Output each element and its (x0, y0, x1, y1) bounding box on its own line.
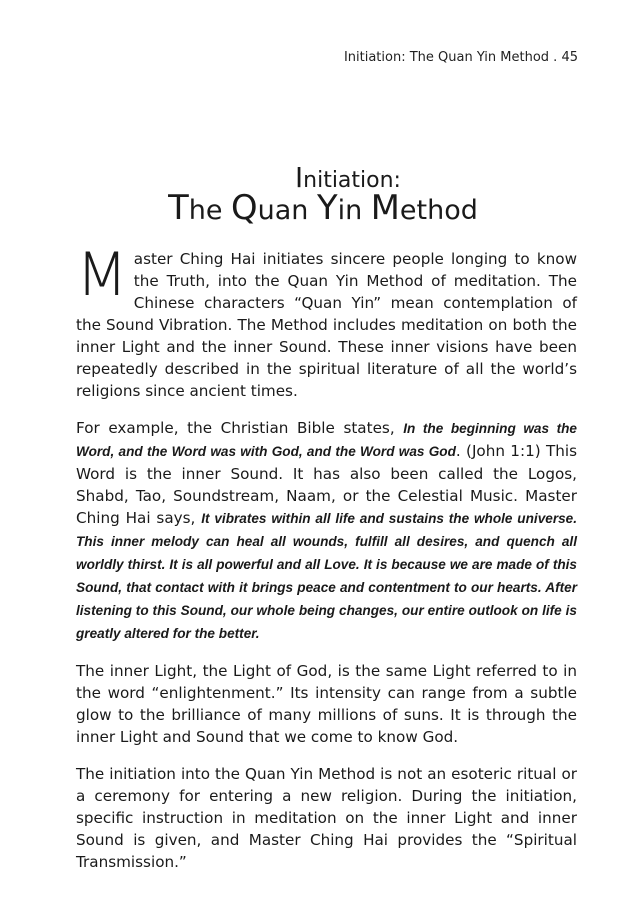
bible-quote: In the beginning was the Word, and the Word was with God, and the Word was God (76, 421, 577, 459)
paragraph-intro (76, 240, 577, 402)
paragraph-inner-light: The inner Light, the Light of God, is the same Light referred to in the word “enlightenment.” Its intensity can range from a subtle glow to the brilliance of many millions of suns. It is through the inner Light and Sound that we come to know God. (76, 662, 577, 746)
master-quote: It vibrates within all life and sustains the whole universe. This inner melody can heal all wounds, fulfill all desires, and quench all worldly thirst. It is all powerful and all Love. It is because we are made of this Sound, that contact with it brings peace and contentment to our hearts. After listening to this Sound, our whole being changes, our entire outlook on life is greatly altered for the better. (76, 511, 578, 641)
title-initial: T (168, 188, 189, 227)
title-initial: Y (316, 188, 338, 227)
drop-cap: M (76, 240, 128, 310)
title-initial: M (370, 188, 400, 227)
paragraph-text: . (John 1:1) This Word is the inner Sound. It has also been called the Logos, Shabd, Tao, Soundstream, Naam, or the Celestial Music. Master Ching Hai says, (76, 442, 577, 527)
chapter-title-line-2 (0, 188, 638, 227)
paragraph-text: aster Ching Hai initiates sincere people longing to know the Truth, into the Quan Yin Method of meditation. The Chinese characters “Quan Yin” mean contemplation of the Sound Vibration. The Method includes meditation on both the inner Light and the inner Sound. These inner visions have been repeatedly described in the spiritual literature of all the world’s religions since ancient times. (76, 250, 577, 400)
body-text (76, 240, 578, 888)
title-word: uan (257, 195, 317, 226)
paragraph-initiation: The initiation into the Quan Yin Method is not an esoteric ritual or a ceremony for entering a new religion. During the initiation, specific instruction in meditation on the inner Light and inner Sound is given, and Master Ching Hai provides the “Spiritual Transmission.” (76, 765, 577, 871)
running-head: Initiation: The Quan Yin Method . 45 (343, 50, 578, 65)
paragraph-bible-quote (76, 417, 577, 645)
title-initial: Q (231, 188, 258, 227)
paragraph-text: For example, the Christian Bible states, (76, 419, 404, 437)
title-initial: I (295, 162, 304, 194)
title-word: he (188, 195, 232, 226)
title-word: nitiation: (303, 168, 401, 193)
title-word: in (337, 195, 371, 226)
title-word: ethod (399, 195, 478, 226)
